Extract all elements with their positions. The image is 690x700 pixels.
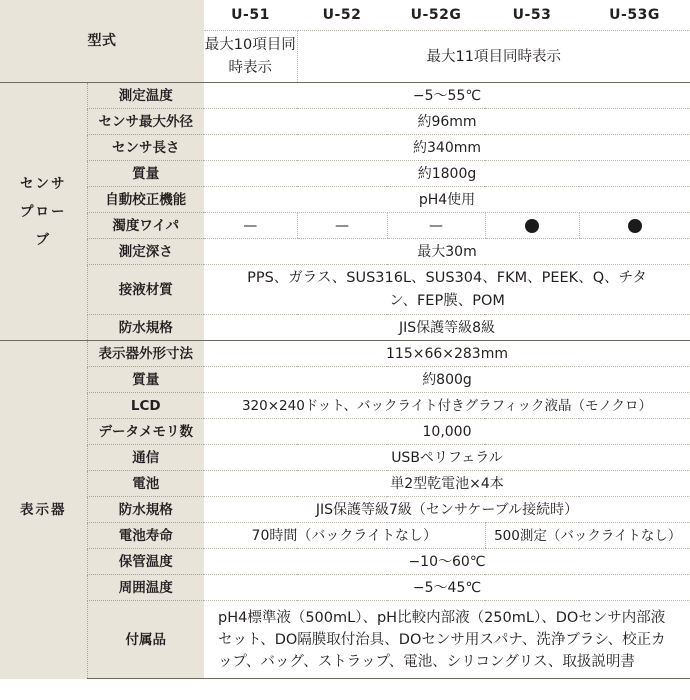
label-comm: 通信 xyxy=(87,445,204,471)
value-storage-temp: −10〜60℃ xyxy=(204,549,690,575)
model-u52g: U-52G xyxy=(387,0,485,31)
value-materials xyxy=(204,265,690,315)
row-lcd xyxy=(0,393,690,419)
label-depth: 測定深さ xyxy=(87,239,204,265)
label-display-waterproof: 防水規格 xyxy=(87,497,204,523)
filled-circle-icon xyxy=(525,219,539,233)
row-dimensions xyxy=(0,341,690,367)
value-accessories xyxy=(204,601,690,679)
accessories-text: pH4標準液（500mL）、pH比較内部液（250mL）、DOセンサ内部液セット、DO隔膜取付治具、DOセンサ用スパナ、洗浄ブラシ、校正カップ、バッグ、ストラップ、電池、シリコングリス、取扱説明書 xyxy=(218,609,666,670)
label-battery-life: 電池寿命 xyxy=(87,523,204,549)
model-header-row xyxy=(0,0,690,31)
others-display-capacity: 最大11項目同時表示 xyxy=(297,31,690,83)
model-u53: U-53 xyxy=(485,0,579,31)
row-memory xyxy=(0,419,690,445)
group-sensor-probe xyxy=(0,83,87,341)
row-sensor-mass xyxy=(0,161,690,187)
row-materials xyxy=(0,265,690,315)
u51-display-capacity: 最大10項目同時表示 xyxy=(204,31,297,83)
group-display-unit xyxy=(0,341,87,679)
row-sensor-length xyxy=(0,135,690,161)
label-dimensions: 表示器外形寸法 xyxy=(87,341,204,367)
row-measure-temp xyxy=(0,83,690,109)
label-auto-calib: 自動校正機能 xyxy=(87,187,204,213)
value-probe-waterproof: JIS保護等級8級 xyxy=(204,315,690,341)
model-u53g: U-53G xyxy=(579,0,690,31)
label-accessories: 付属品 xyxy=(87,601,204,679)
value-battery-life-a: 70時間（バックライトなし） xyxy=(204,523,485,549)
label-display-mass: 質量 xyxy=(87,367,204,393)
value-display-waterproof: JIS保護等級7級（センサケーブル接続時） xyxy=(204,497,690,523)
materials-text: PPS、ガラス、SUS316L、SUS304、FKM、PEEK、Q、チタン、FEP膜、POM xyxy=(247,269,647,309)
value-battery-life-b: 500測定（バックライトなし） xyxy=(485,523,690,549)
filled-circle-icon xyxy=(628,219,642,233)
label-battery: 電池 xyxy=(87,471,204,497)
row-max-diameter xyxy=(0,109,690,135)
label-turbidity-wiper: 濁度ワイパ xyxy=(87,213,204,239)
label-lcd: LCD xyxy=(87,393,204,419)
row-depth xyxy=(0,239,690,265)
value-comm: USBペリフェラル xyxy=(204,445,690,471)
row-display-mass xyxy=(0,367,690,393)
label-storage-temp: 保管温度 xyxy=(87,549,204,575)
label-materials: 接液材質 xyxy=(87,265,204,315)
model-u52: U-52 xyxy=(297,0,387,31)
row-probe-waterproof xyxy=(0,315,690,341)
row-auto-calib xyxy=(0,187,690,213)
type-label: 型式 xyxy=(0,0,204,83)
wiper-u53g xyxy=(579,213,690,239)
value-battery: 単2型乾電池×4本 xyxy=(204,471,690,497)
wiper-u52: — xyxy=(297,213,387,239)
row-comm xyxy=(0,445,690,471)
value-depth: 最大30m xyxy=(204,239,690,265)
wiper-u53 xyxy=(485,213,579,239)
label-sensor-length: センサ長さ xyxy=(87,135,204,161)
model-u51: U-51 xyxy=(204,0,297,31)
value-measure-temp: −5〜55℃ xyxy=(204,83,690,109)
value-display-mass: 約800g xyxy=(204,367,690,393)
group-sensor-probe-label: センサプローブ xyxy=(20,175,67,248)
row-storage-temp xyxy=(0,549,690,575)
wiper-u52g: — xyxy=(387,213,485,239)
value-sensor-length: 約340mm xyxy=(204,135,690,161)
wiper-u51: — xyxy=(204,213,297,239)
value-ambient-temp: −5〜45℃ xyxy=(204,575,690,601)
group-display-unit-label: 表示器 xyxy=(20,501,67,518)
row-battery xyxy=(0,471,690,497)
label-ambient-temp: 周囲温度 xyxy=(87,575,204,601)
row-turbidity-wiper xyxy=(0,213,690,239)
value-auto-calib: pH4使用 xyxy=(204,187,690,213)
label-measure-temp: 測定温度 xyxy=(87,83,204,109)
value-lcd: 320×240ドット、バックライト付きグラフィック液晶（モノクロ） xyxy=(204,393,690,419)
label-max-diameter: センサ最大外径 xyxy=(87,109,204,135)
value-sensor-mass: 約1800g xyxy=(204,161,690,187)
label-sensor-mass: 質量 xyxy=(87,161,204,187)
row-accessories xyxy=(0,601,690,679)
row-battery-life xyxy=(0,523,690,549)
value-dimensions: 115×66×283mm xyxy=(204,341,690,367)
row-display-waterproof xyxy=(0,497,690,523)
label-probe-waterproof: 防水規格 xyxy=(87,315,204,341)
value-max-diameter: 約96mm xyxy=(204,109,690,135)
value-memory: 10,000 xyxy=(204,419,690,445)
row-ambient-temp xyxy=(0,575,690,601)
label-memory: データメモリ数 xyxy=(87,419,204,445)
